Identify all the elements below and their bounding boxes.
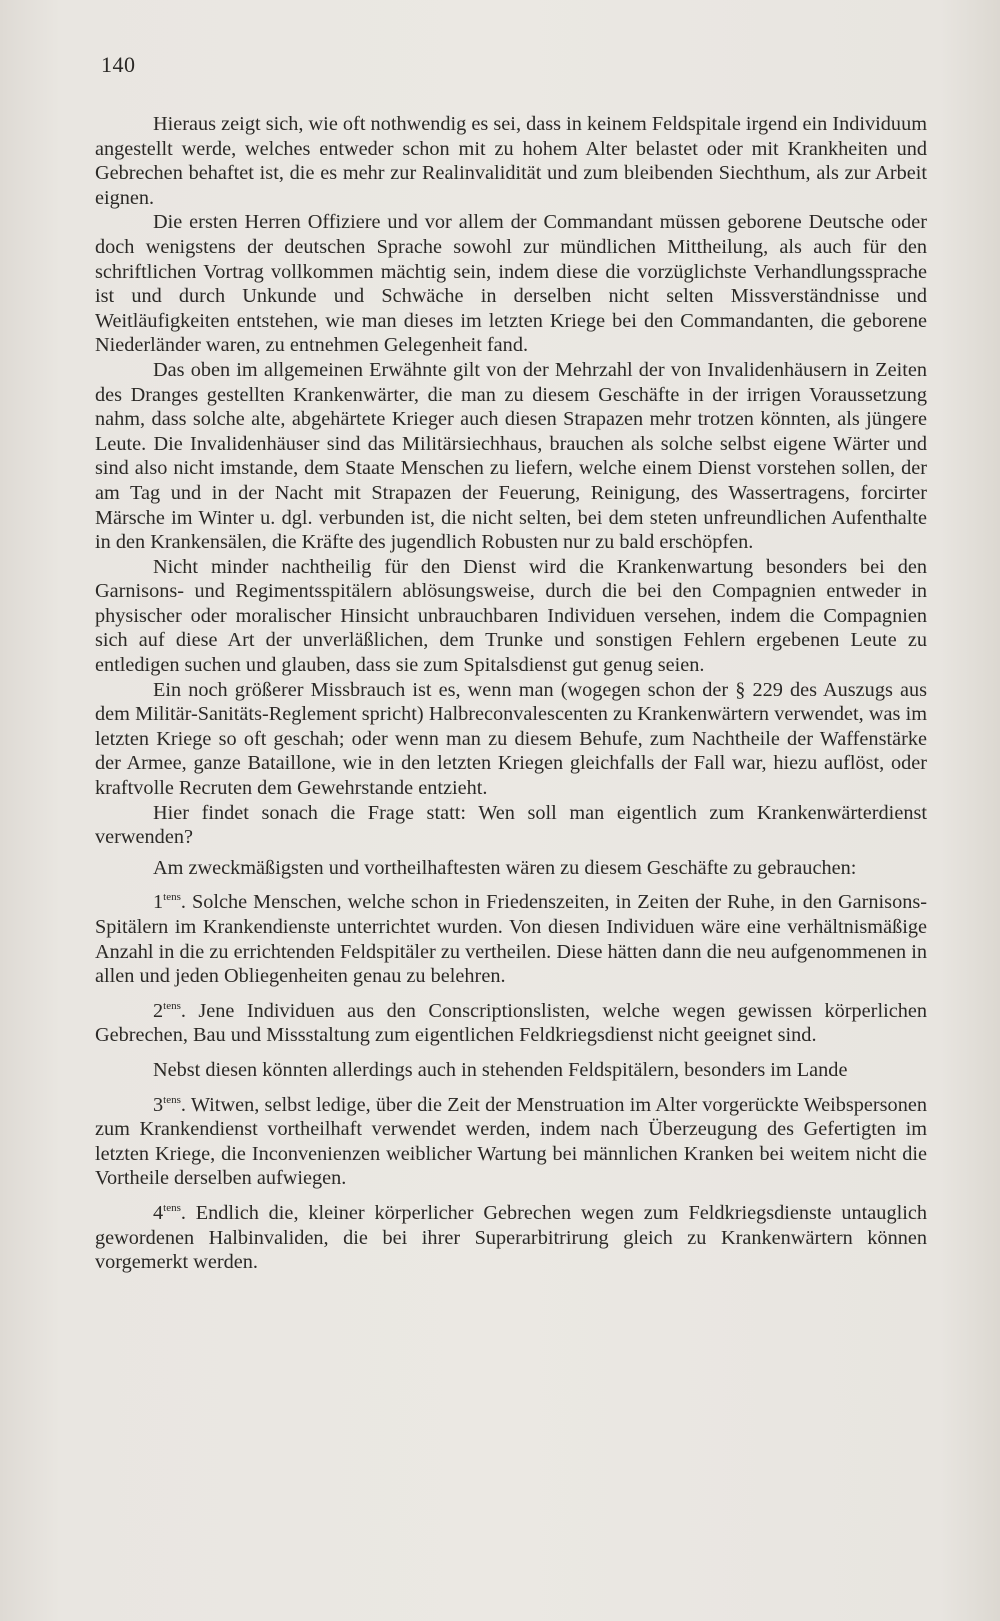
- list-item-number: 2: [153, 999, 164, 1022]
- list-item-4: [95, 1201, 927, 1275]
- paragraph-misuse: Ein noch größerer Missbrauch ist es, wenn man (wogegen schon der § 229 des Auszugs aus dem Militär-Sanitäts-Reglement spricht) Halbreconvalescenten zu Krankenwärtern verwendet, was im letzten Kriege so oft geschah; oder wenn man zu diesem Behufe, zum Nachtheile der Waffenstärke der Armee, ganze Bataillone, wie in den letzten Kriegen gleichfalls der Fall war, hiezu auflöst, oder kraftvolle Recruten dem Gewehrstande entzieht.: [95, 678, 927, 800]
- paragraph-garrison-hospitals: Nicht minder nachtheilig für den Dienst wird die Krankenwartung besonders bei den Garnisons- und Regimentsspitälern ablösungsweise, durch die bei den Compagnien entweder in physischer oder moralischer Hinsicht unbrauchbaren Individuen versehen, indem die Compagnien sich auf diese Art der unverläßlichen, dem Trunke und sonstigen Fehlern ergebenen Leute zu entledigen suchen und glauben, dass sie zum Spitalsdienst gut genug seien.: [95, 555, 927, 677]
- list-item-text: . Witwen, selbst ledige, über die Zeit der Menstruation im Alter vorgerückte Weibspersonen zum Krankendienst vortheilhaft verwendet werden, indem nach Überzeugung des Gefertigten im letzten Kriege, die Inconvenienzen weiblicher Wartung bei männlichen Kranken bei weitem nicht die Vortheile derselben aufwiegen.: [95, 1093, 927, 1190]
- list-item-1: [95, 890, 927, 988]
- list-item-number: 4: [153, 1201, 164, 1224]
- list-item-number: 1: [153, 891, 164, 914]
- paragraph-standing-hospitals: Nebst diesen könnten allerdings auch in stehenden Feldspitälern, besonders im Lande: [153, 1058, 848, 1081]
- paragraph-intro-list: Am zweckmäßigsten und vortheilhaftesten wären zu diesem Geschäfte zu gebrauchen:: [153, 856, 857, 879]
- list-item-number: 3: [153, 1093, 164, 1116]
- list-item-text: . Endlich die, kleiner körperlicher Gebrechen wegen zum Feldkriegsdienste untauglich gewordenen Halbinvaliden, die bei ihrer Superarbitrirung gleich zu Krankenwärtern können vorgemerkt werden.: [95, 1201, 927, 1274]
- list-item-suffix: tens: [163, 1201, 181, 1214]
- paragraph-invalid-houses: Das oben im allgemeinen Erwähnte gilt von der Mehrzahl der von Invalidenhäusern in Zeiten des Dranges gestellten Krankenwärter, die man zu diesem Geschäfte in der irrigen Voraussetzung nahm, dass solche alte, abgehärtete Krieger auch diesen Strapazen mehr trotzen könnten, als jüngere Leute. Die Invalidenhäuser sind das Militärsiechhaus, brauchen als solche selbst eigene Wärter und sind also nicht imstande, dem Staate Menschen zu liefern, welche einem Dienst vorstehen sollen, der am Tag und in der Nacht mit Strapazen der Feuerung, Reinigung, des Wassertragens, forcirter Märsche im Winter u. dgl. verbunden ist, die nicht selten, bei dem steten unfreundlichen Aufenthalte in den Krankensälen, die Kräfte des jugendlich Robusten nur zu bald erschöpfen.: [95, 358, 927, 554]
- list-item-2: [95, 999, 927, 1048]
- list-item-suffix: tens: [163, 1093, 181, 1106]
- page-number: 140: [101, 52, 136, 77]
- paragraph-officers-language: Die ersten Herren Offiziere und vor allem der Commandant müssen geborene Deutsche oder doch wenigstens der deutschen Sprache sowohl zur mündlichen Mittheilung, als auch für den schriftlichen Vortrag vollkommen mächtig sein, indem diese die vorzüglichste Verhandlungssprache ist und durch Unkunde und Schwäche in derselben nicht selten Missverständnisse und Weitläufigkeiten entstehen, wie man dieses im letzten Kriege bei den Commandanten, die geborene Niederländer waren, zu entnehmen Gelegenheit fand.: [95, 211, 927, 357]
- list-item-suffix: tens: [163, 891, 181, 904]
- body-text: [95, 112, 927, 1275]
- list-item-suffix: tens: [163, 999, 181, 1012]
- list-item-text: . Jene Individuen aus den Conscriptionslisten, welche wegen gewissen körperlichen Gebrechen, Bau und Missstaltung zum eigentlichen Feldkriegsdienst nicht geeignet sind.: [95, 999, 927, 1047]
- list-item-3: [95, 1093, 927, 1191]
- list-item-text: . Solche Menschen, welche schon in Friedenszeiten, in Zeiten der Ruhe, in den Garnisons-Spitälern im Krankendienste unterrichtet wurden. Von diesen Individuen wäre eine verhältnismäßige Anzahl in die zu errichtenden Feldspitäler zu vertheilen. Diese hätten dann die neu aufgenommenen in allen und jeden Obliegenheiten genau zu belehren.: [95, 891, 927, 988]
- paragraph-question: Hier findet sonach die Frage statt: Wen soll man eigentlich zum Krankenwärterdienst verwenden?: [95, 801, 927, 849]
- paragraph-invalid-staff: Hieraus zeigt sich, wie oft nothwendig es sei, dass in keinem Feldspitale irgend ein Individuum angestellt werde, welches entweder schon mit zu hohem Alter belastet oder mit Krankheiten und Gebrechen behaftet ist, die es mehr zur Realinvalidität und zum bleibenden Siechthum, als zur Arbeit eignen.: [95, 113, 927, 209]
